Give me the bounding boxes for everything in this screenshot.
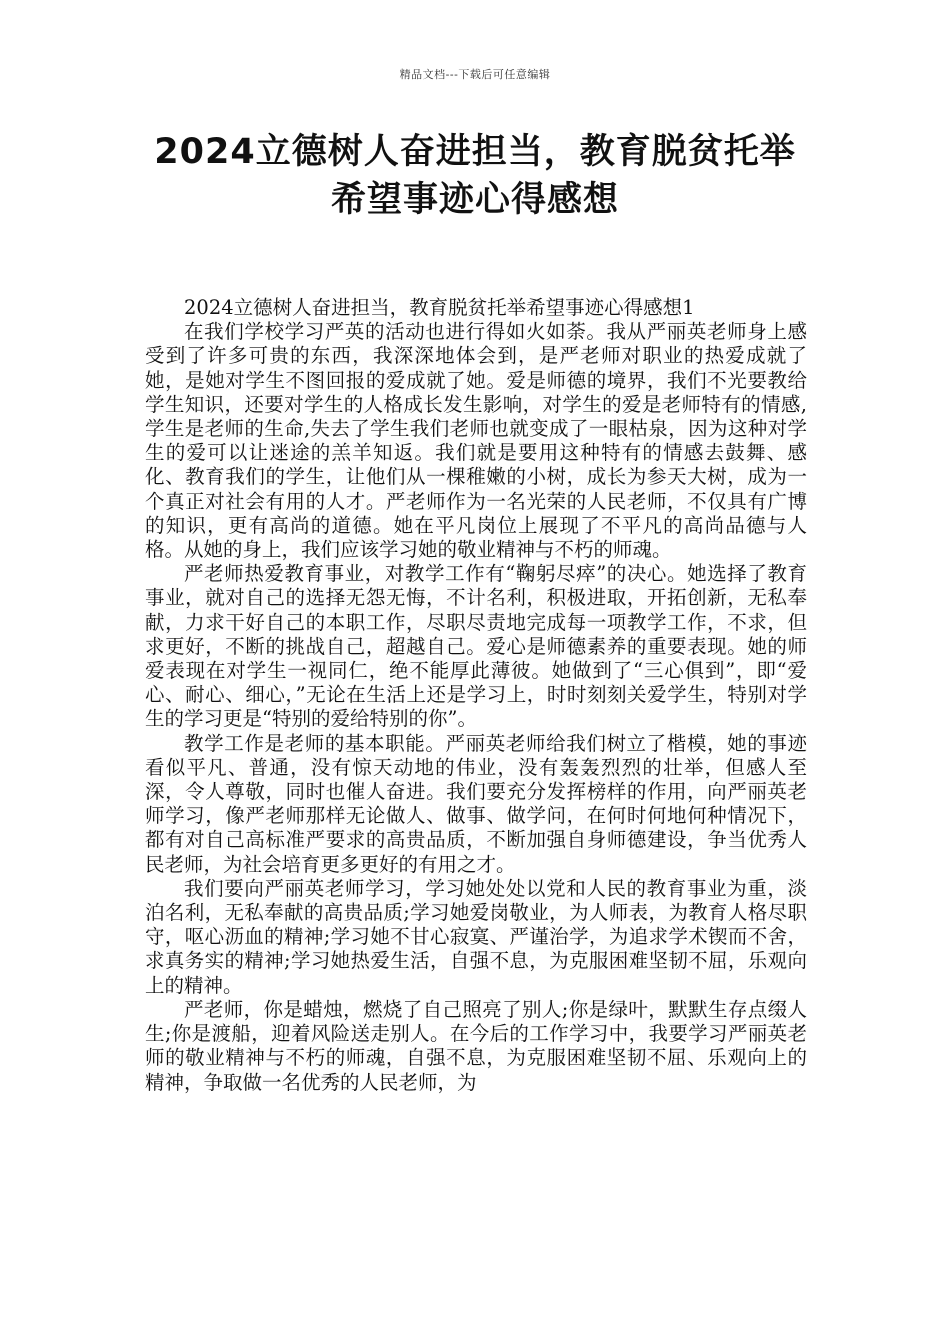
header-note: 精品文档---下载后可任意编辑 — [399, 68, 551, 81]
paragraph: 严老师，你是蜡烛，燃烧了自己照亮了别人;你是绿叶，默默生存点缀人生;你是渡船，迎着风险送走别人。在今后的工作学习中，我要学习严丽英老师的敬业精神与不朽的师魂，自强不息，为克服困难坚韧不屈、乐观向上的精神，争取做一名优秀的人民老师，为 — [145, 997, 807, 1094]
title-line-2: 希望事迹心得感想 — [330, 180, 619, 220]
section-subtitle: 2024立德树人奋进担当，教育脱贫托举希望事迹心得感想1 — [184, 296, 695, 319]
paragraph: 在我们学校学习严英的活动也进行得如火如荼。我从严丽英老师身上感受到了许多可贵的东西，我深深地体会到，是严老师对职业的热爱成就了她，是她对学生不图回报的爱成就了她。爱是师德的境界，我们不光要教给学生知识，还要对学生的人格成长发生影响，对学生的爱是老师特有的情感,学生是老师的生命,失去了学生我们老师也就变成了一眼枯泉，因为这种对学生的爱可以让迷途的羔羊知返。我们就是要用这种特有的情感去鼓舞、感化、教育我们的学生，让他们从一棵稚嫩的小树，成长为参天大树，成为一个真正对社会有用的人才。严老师作为一名光荣的人民老师，不仅具有广博的知识，更有高尚的道德。她在平凡岗位上展现了不平凡的高尚品德与人格。从她的身上，我们应该学习她的敬业精神与不朽的师魂。 — [145, 320, 807, 562]
document-body — [145, 296, 807, 1095]
paragraph: 严老师热爱教育事业，对教学工作有“鞠躬尽瘁”的决心。她选择了教育事业，就对自己的选择无怨无悔，不计名利，积极进取，开拓创新，无私奉献，力求干好自己的本职工作，尽职尽责地完成每一项教学工作，不求，但求更好，不断的挑战自己，超越自己。爱心是师德素养的重要表现。她的师爱表现在对学生一视同仁，绝不能厚此薄彼。她做到了“三心俱到”，即“爱心、耐心、细心，”无论在生活上还是学习上，时时刻刻关爱学生，特别对学生的学习更是“特别的爱给特别的你”。 — [145, 562, 807, 731]
page-title — [120, 128, 830, 224]
title-line-1: 2024立德树人奋进担当，教育脱贫托举 — [154, 132, 796, 172]
paragraph: 我们要向严丽英老师学习，学习她处处以党和人民的教育事业为重，淡泊名利，无私奉献的高贵品质;学习她爱岗敬业，为人师表，为教育人格尽职守，呕心沥血的精神;学习她不甘心寂寞、严谨治学，为追求学术锲而不舍，求真务实的精神;学习她热爱生活，自强不息，为克服困难坚韧不屈，乐观向上的精神。 — [145, 876, 807, 997]
paragraph: 教学工作是老师的基本职能。严丽英老师给我们树立了楷模，她的事迹看似平凡、普通，没有惊天动地的伟业，没有轰轰烈烈的壮举，但感人至深，令人尊敬，同时也催人奋进。我们要充分发挥榜样的作用，向严丽英老师学习，像严老师那样无论做人、做事、做学问，在何时何地何种情况下，都有对自己高标准严要求的高贵品质，不断加强自身师德建设，争当优秀人民老师，为社会培育更多更好的有用之才。 — [145, 731, 807, 876]
